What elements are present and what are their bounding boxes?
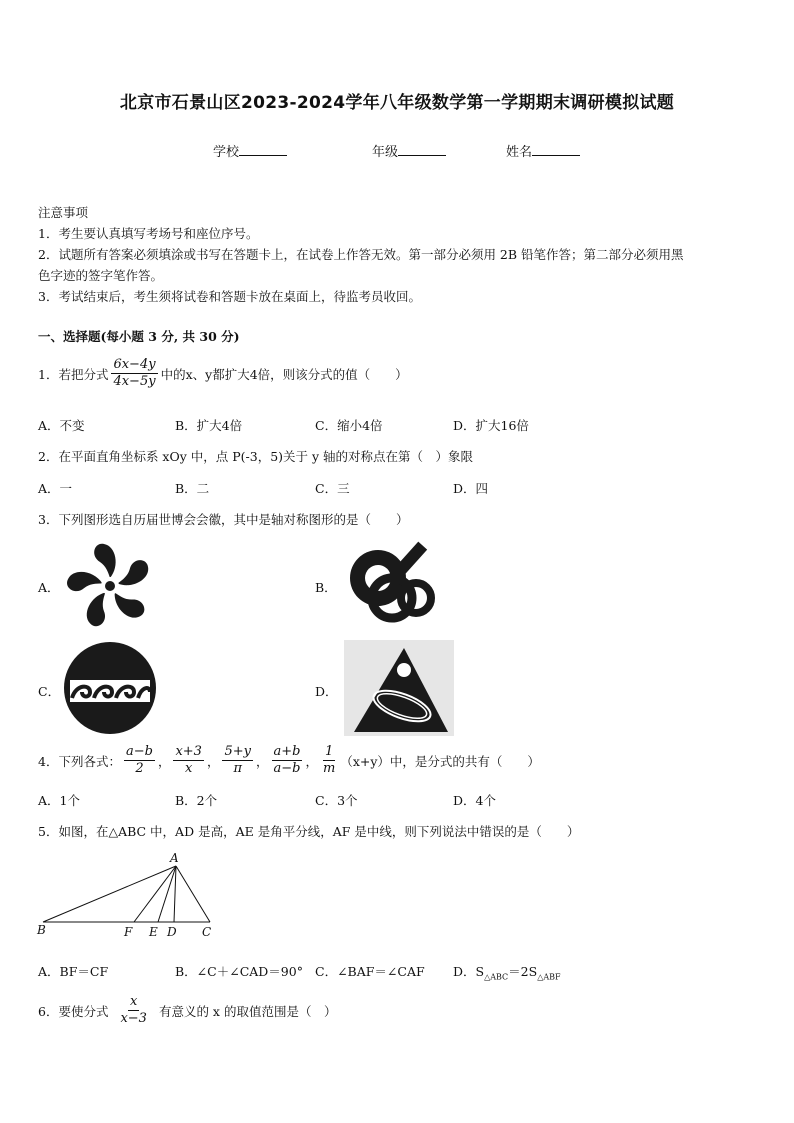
point-c-label: C (202, 925, 212, 939)
q4-option-c[interactable]: C．3个 (315, 793, 358, 808)
q4-f5-num: 1 (325, 744, 334, 759)
point-e-label: E (149, 925, 158, 939)
point-f-label: F (124, 925, 133, 939)
q5-optd-mid: ＝2S (508, 964, 538, 979)
point-b-label: B (37, 923, 46, 937)
point-d-label: D (167, 925, 177, 939)
q2-option-c[interactable]: C．三 (315, 481, 350, 496)
notice-item-3: 3．考试结束后，考生须将试卷和答题卡放在桌面上，待监考员收回。 (38, 289, 421, 304)
q1-prefix: 1．若把分式 (38, 366, 109, 382)
q4-fraction-1 (124, 744, 155, 777)
q4-option-a[interactable]: A．1个 (38, 793, 80, 808)
question-2: 2．在平面直角坐标系 xOy 中，点 P(-3，5)关于 y 轴的对称点在第（ ）象限 (38, 449, 474, 464)
q4-f5-den: m (322, 761, 336, 776)
q5-option-b[interactable]: B．∠C＋∠CAD＝90° (175, 964, 303, 979)
q4-fraction-4 (272, 744, 303, 777)
q6-denominator: x−3 (120, 1011, 147, 1026)
q4-option-d[interactable]: D．4个 (453, 793, 496, 808)
q6-prefix: 6．要使分式 (38, 1003, 109, 1019)
q5-optd-prefix: D．S (453, 964, 485, 979)
q2-option-a[interactable]: A．一 (38, 481, 73, 496)
flower-emblem-icon[interactable] (62, 538, 158, 634)
q4-f4-num: a+b (273, 744, 301, 759)
q4-f3-num: 5+y (224, 744, 251, 759)
question-1 (38, 357, 408, 390)
q4-prefix: 4．下列各式： (38, 753, 121, 769)
q4-f3-den: π (233, 761, 242, 776)
q4-f1-num: a−b (125, 744, 153, 759)
page-title: 北京市石景山区2023-2024学年八年级数学第一学期期末调研模拟试题 (119, 93, 675, 113)
q3-label-c[interactable]: C． (38, 684, 61, 699)
q5-option-c[interactable]: C．∠BAF＝∠CAF (315, 964, 425, 979)
question-6 (38, 994, 336, 1027)
school-field (213, 141, 287, 160)
q1-option-c[interactable]: C．缩小4倍 (315, 418, 383, 433)
q6-numerator: x (130, 994, 138, 1009)
school-blank (239, 143, 287, 156)
q4-suffix: （x+y）中，是分式的共有（ ） (340, 753, 540, 769)
school-label: 学校 (213, 145, 240, 160)
notice-item-1: 1．考生要认真填写考场号和座位序号。 (38, 226, 259, 241)
name-field (506, 141, 580, 160)
q1-numerator: 6x−4y (113, 357, 156, 372)
grade-field (372, 141, 446, 160)
q6-suffix: 有意义的 x 的取值范围是（ ） (158, 1003, 337, 1019)
q2-option-d[interactable]: D．四 (453, 481, 489, 496)
q5-optd-sub2: △ABF (537, 972, 561, 982)
waves-emblem-icon[interactable] (62, 640, 158, 736)
q5-optd-sub1: △ABC (484, 972, 509, 982)
q6-fraction (118, 994, 149, 1027)
question-3: 3．下列图形选自历届世博会会徽，其中是轴对称图形的是（ ） (38, 512, 409, 527)
q5-option-d[interactable] (453, 962, 561, 982)
q4-f2-den: x (185, 761, 193, 776)
q5-option-a[interactable]: A．BF＝CF (38, 964, 109, 979)
q4-option-b[interactable]: B．2个 (175, 793, 218, 808)
triangle-emblem-icon[interactable] (344, 640, 454, 736)
q3-label-a[interactable]: A． (38, 580, 60, 595)
q1-suffix: 中的x、y都扩大4倍，则该分式的值（ ） (160, 366, 408, 382)
grade-label: 年级 (372, 145, 399, 160)
q4-fraction-3 (222, 744, 253, 777)
rings-emblem-icon[interactable] (344, 536, 440, 632)
triangle-diagram (34, 850, 224, 940)
notice-item-2-cont: 色字迹的签字笔作答。 (38, 268, 164, 283)
q1-option-b[interactable]: B．扩大4倍 (175, 418, 243, 433)
notice-heading: 注意事项 (38, 205, 89, 220)
section-heading: 一、选择题(每小题 3 分, 共 30 分) (38, 329, 240, 344)
notice-item-2: 2．试题所有答案必须填涂或书写在答题卡上，在试卷上作答无效。第一部分必须用 2B 铅笔作答；第二部分必须用黑 (38, 247, 684, 262)
q2-option-b[interactable]: B．二 (175, 481, 210, 496)
grade-blank (398, 143, 446, 156)
q4-fraction-2 (173, 744, 204, 777)
q4-f1-den: 2 (135, 761, 144, 776)
question-5: 5．如图，在△ABC 中，AD 是高，AE 是角平分线，AF 是中线，则下列说法中错误的是（ ） (38, 824, 580, 839)
q1-fraction (111, 357, 157, 390)
q4-fraction-5 (321, 744, 337, 777)
point-a-label: A (170, 851, 179, 865)
q1-option-a[interactable]: A．不变 (38, 418, 85, 433)
q3-label-b[interactable]: B． (315, 580, 337, 595)
name-label: 姓名 (506, 145, 533, 160)
name-blank (532, 143, 580, 156)
q1-option-d[interactable]: D．扩大16倍 (453, 418, 529, 433)
q4-f2-num: x+3 (175, 744, 202, 759)
q3-label-d[interactable]: D． (315, 684, 338, 699)
question-4: 4．下列各式： $\frac{a-b}{2}$ ， $\frac{x+3}{x}$ ， $\frac{5+y}{\pi}$ ， $\frac{a+b}{a-b}$ ， $\frac{1}{m}$ （x+y）中，是分式的共有（ ） (38, 744, 540, 776)
q4-f4-den: a−b (273, 761, 301, 776)
q1-denominator: 4x−5y (113, 374, 156, 389)
